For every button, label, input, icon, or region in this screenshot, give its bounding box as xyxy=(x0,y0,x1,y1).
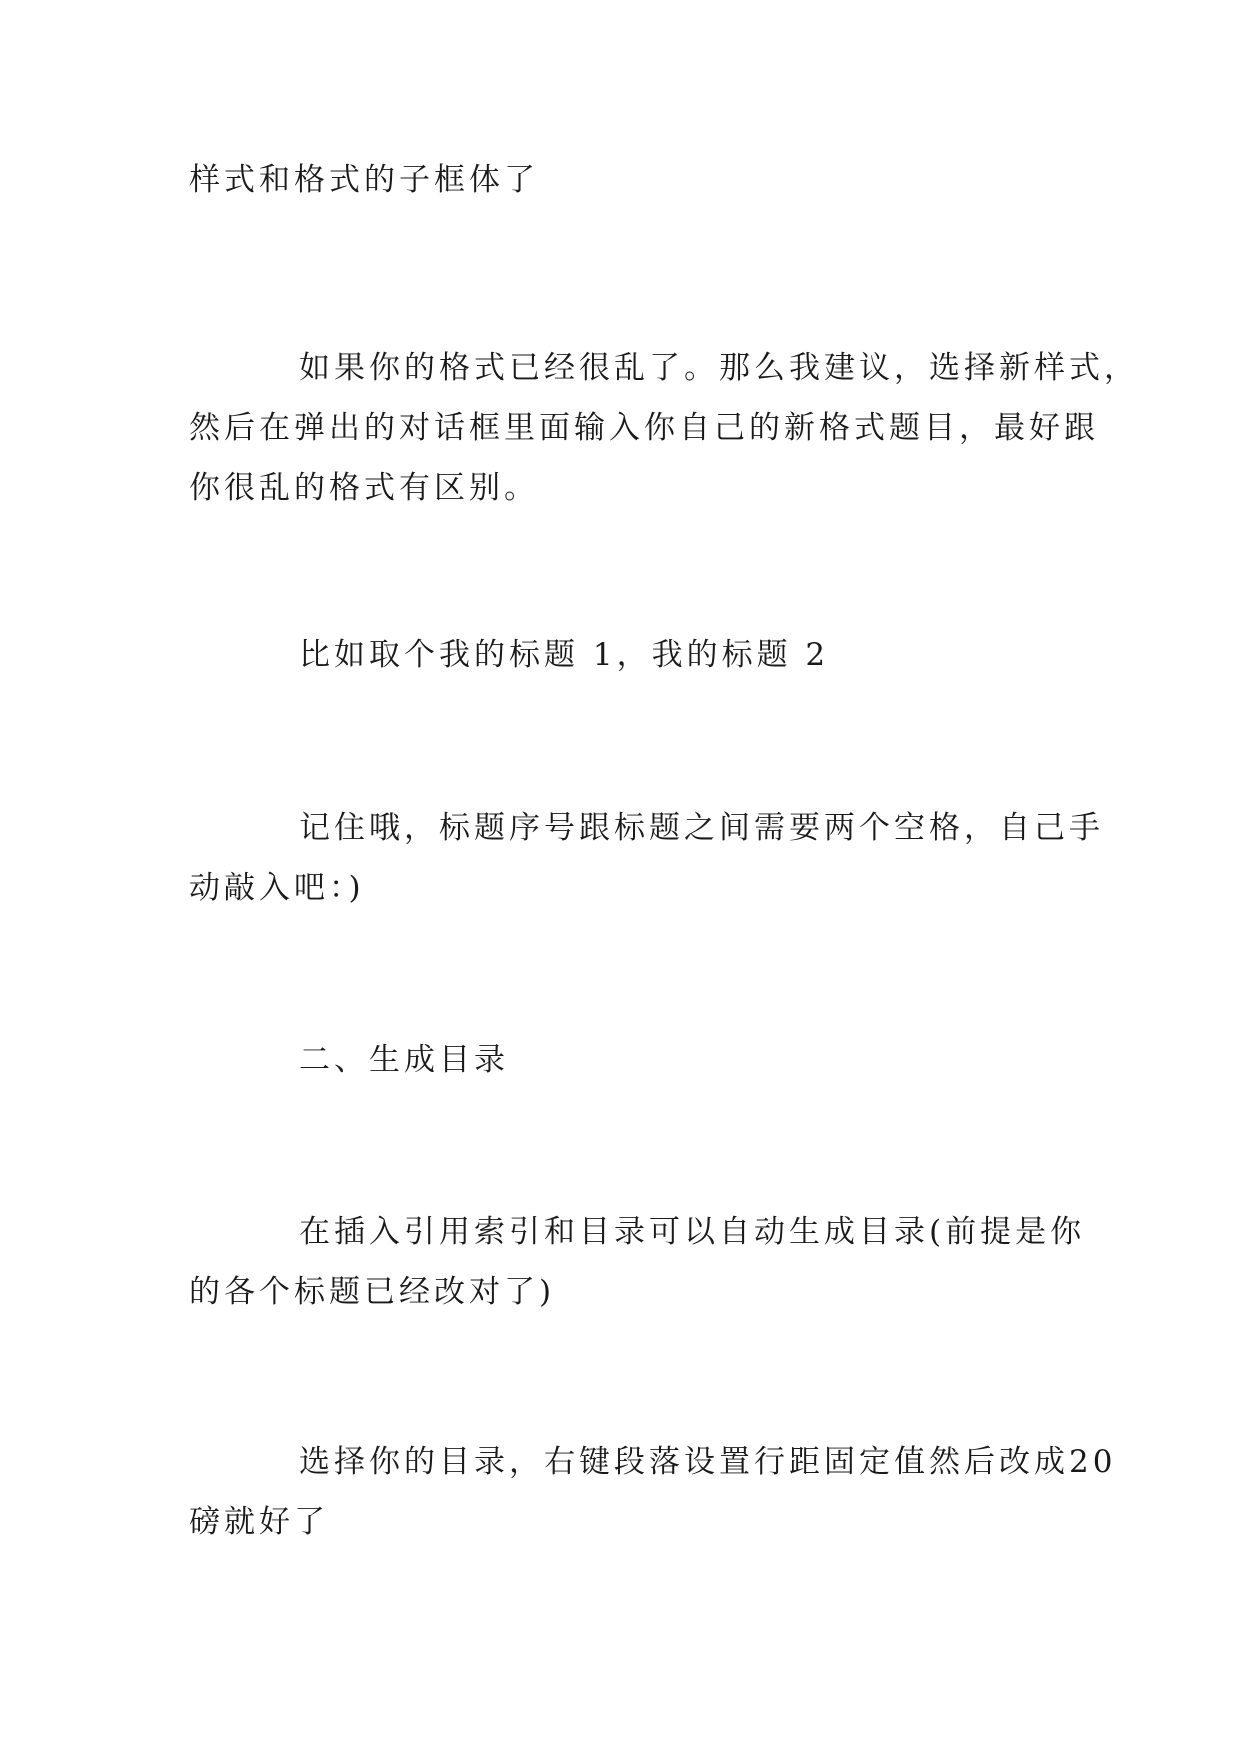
paragraph-6 xyxy=(189,1202,1086,1322)
section-heading xyxy=(189,1030,1051,1090)
section-heading-text: 二、生成目录 xyxy=(299,1042,509,1078)
paragraph-2 xyxy=(189,338,1139,518)
paragraph-6-line-1: 在插入引用索引和目录可以自动生成目录(前提是你 xyxy=(299,1214,1086,1250)
paragraph-3 xyxy=(189,625,1051,685)
paragraph-4-line-1: 记住哦，标题序号跟标题之间需要两个空格，自己手 xyxy=(299,810,1104,846)
paragraph-4-line-2: 动敲入吧：) xyxy=(189,870,365,906)
paragraph-3-line-1: 比如取个我的标题 1，我的标题 2 xyxy=(299,637,830,673)
paragraph-2-line-3: 你很乱的格式有区别。 xyxy=(189,470,539,506)
paragraph-7 xyxy=(189,1432,1117,1552)
paragraph-6-line-2: 的各个标题已经改对了) xyxy=(189,1274,556,1310)
paragraph-7-line-2: 磅就好了 xyxy=(189,1504,329,1540)
paragraph-1-line-1: 样式和格式的子框体了 xyxy=(189,162,539,198)
paragraph-1 xyxy=(189,150,1051,210)
paragraph-2-line-2: 然后在弹出的对话框里面输入你自己的新格式题目，最好跟 xyxy=(189,410,1099,446)
paragraph-4 xyxy=(189,798,1104,918)
paragraph-2-line-1: 如果你的格式已经很乱了。那么我建议，选择新样式， xyxy=(299,350,1139,386)
paragraph-7-line-1: 选择你的目录，右键段落设置行距固定值然后改成20 xyxy=(299,1444,1117,1480)
